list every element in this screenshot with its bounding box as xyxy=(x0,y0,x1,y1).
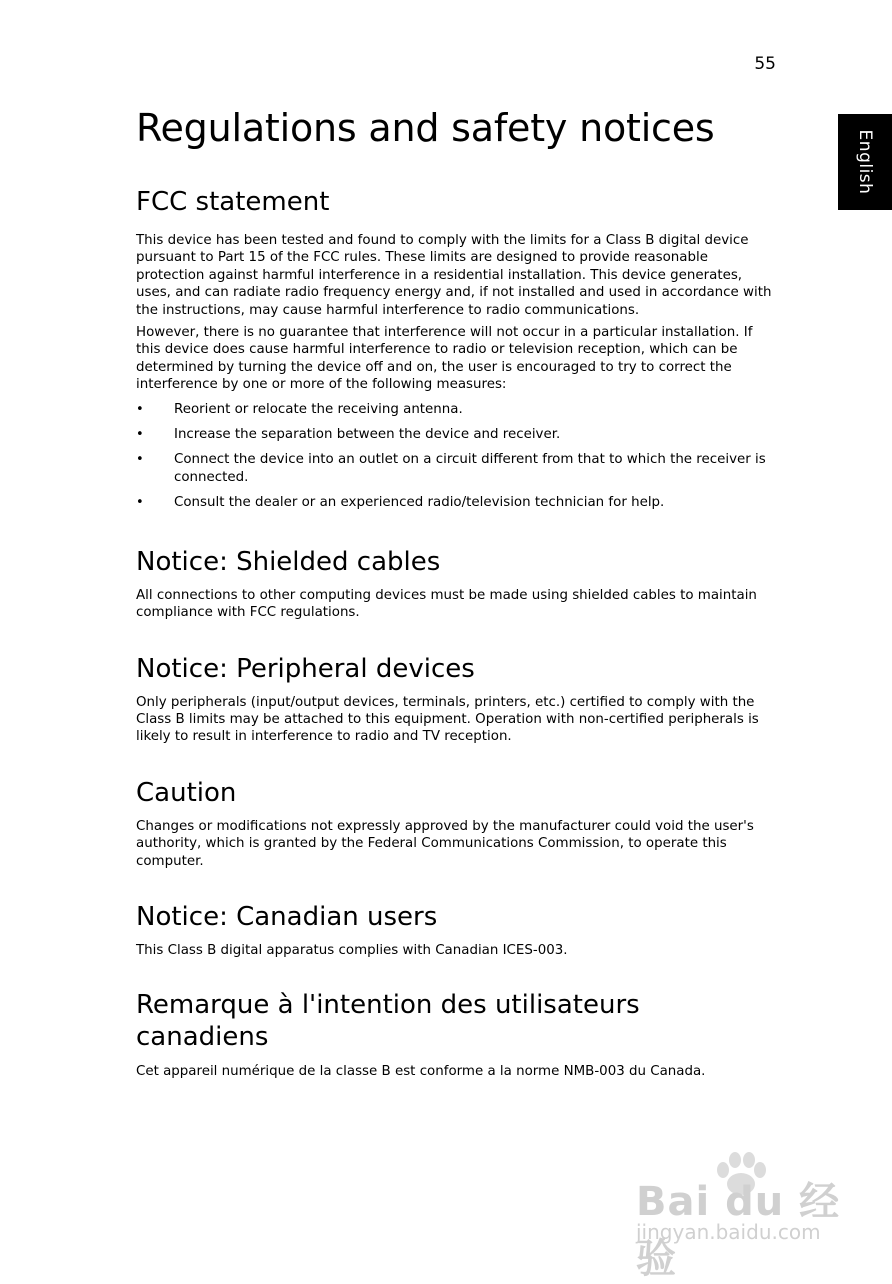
fcc-statement-heading: FCC statement xyxy=(136,187,330,217)
list-item: • Reorient or relocate the receiving antenna. xyxy=(136,401,776,418)
canadian-users-heading: Notice: Canadian users xyxy=(136,901,438,932)
document-content xyxy=(136,102,776,1081)
watermark-logo: Bai du 经验 xyxy=(636,1179,841,1282)
remarque-heading: Remarque à l'intention des utilisateurs canadiens xyxy=(136,990,640,1053)
watermark-url: jingyan.baidu.com xyxy=(636,1220,821,1244)
fcc-paragraph-1: This device has been tested and found to comply with the limits for a Class B digital device pursuant to Part 15 of the FCC rules. These limits are designed to provide reasonable protection against harmful interference in a residential installation. This device generates, uses, and can radiate radio frequency energy and, if not installed and used in accordance with the instructions, may cause harmful interference to radio communications. xyxy=(136,233,772,318)
page-number: 55 xyxy=(754,54,776,74)
list-item: • Increase the separation between the device and receiver. xyxy=(136,426,776,443)
list-item: • Connect the device into an outlet on a circuit different from that to which the receiver is connected. xyxy=(136,451,776,486)
page-title: Regulations and safety notices xyxy=(136,106,715,150)
canadian-users-text: This Class B digital apparatus complies with Canadian ICES-003. xyxy=(136,942,568,958)
peripheral-devices-text: Only peripherals (input/output devices, terminals, printers, etc.) certified to comply with the Class B limits may be attached to this equipment. Operation with non-certified peripherals is likely to result in interference to radio and TV reception. xyxy=(136,694,759,745)
peripheral-devices-heading: Notice: Peripheral devices xyxy=(136,653,475,684)
fcc-measures-list xyxy=(136,401,776,512)
shielded-cables-heading: Notice: Shielded cables xyxy=(136,546,441,577)
language-tab xyxy=(838,114,892,210)
remarque-text: Cet appareil numérique de la classe B est conforme a la norme NMB-003 du Canada. xyxy=(136,1064,706,1080)
caution-heading: Caution xyxy=(136,777,237,808)
shielded-cables-text: All connections to other computing devices must be made using shielded cables to maintain compliance with FCC regulations. xyxy=(136,587,757,621)
caution-text: Changes or modifications not expressly approved by the manufacturer could void the user's authority, which is granted by the Federal Communications Commission, to operate this computer. xyxy=(136,818,754,869)
language-tab-label: English xyxy=(855,129,875,195)
baidu-watermark xyxy=(636,1150,846,1282)
fcc-paragraph-2: However, there is no guarantee that interference will not occur in a particular installation. If this device does cause harmful interference to radio or television reception, which can be determined by turning the device off and on, the user is encouraged to try to correct the interference by one or more of the following measures: xyxy=(136,325,753,393)
list-item: • Consult the dealer or an experienced radio/television technician for help. xyxy=(136,494,776,511)
